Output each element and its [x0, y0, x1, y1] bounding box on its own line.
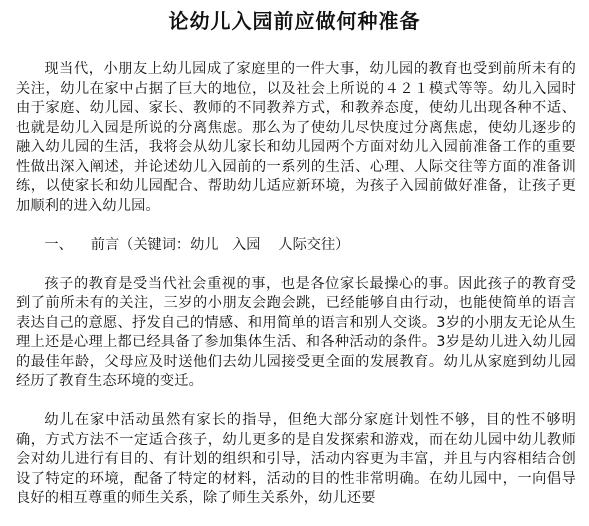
document-title: 论幼儿入园前应做何种准备	[168, 9, 421, 33]
document-body	[16, 60, 576, 509]
body-paragraph-1: 孩子的教育是受当代社会重视的事，也是各位家长最操心的事。因此孩子的教育受到了前所未有的关注，三岁的小朋友会跑会跳，已经能够自由行动，也能使简单的语言表达自己的意愿、抒发自己的情感、和用简单的语言和别人交谈。3岁的小朋友无论从生理上还是心理上都已经具备了参加集体生活、和各种活动的条件。3岁是幼儿进入幼儿园的最佳年龄，父母应及时送他们去幼儿园接受更全面的发展教育。幼儿从家庭到幼儿园经历了教育生态环境的变迁。	[16, 275, 576, 389]
body-paragraph-2: 幼儿在家中活动虽然有家长的指导，但绝大部分家庭计划性不够，目的性不够明确，方式方法不一定适合孩子，幼儿更多的是自发探索和游戏，而在幼儿园中幼儿教师会对幼儿进行有目的、有计划的组织和引导，活动内容更为丰富，并且与内容相结合创设了特定的环境，配备了特定的材料，活动的目的性非常明确。在幼儿园中，一向倡导良好的相互尊重的师生关系，除了师生关系外，幼儿还要	[16, 412, 576, 506]
section-heading: 一、 前言（关键词：幼儿 入园 人际交往）	[44, 236, 350, 253]
intro-paragraph: 现当代，小朋友上幼儿园成了家庭里的一件大事，幼儿园的教育也受到前所未有的关注，幼儿在家中占据了巨大的地位，以及社会上所说的４２１模式等等。幼儿入园时由于家庭、幼儿园、家长、教师的不同教养方式，和教养态度，使幼儿出现各种不适、也就是幼儿入园是所说的分离焦虑。那么为了使幼儿尽快度过分离焦虑，使幼儿逐步的融入幼儿园的生活，我将会从幼儿家长和幼儿园两个方面对幼儿入园前准备工作的重要性做出深入阐述，并论述幼儿入园前的一系列的生活、心理、人际交往等方面的准备训练，以使家长和幼儿园配合、帮助幼儿适应新环境，为孩子入园前做好准备，让孩子更加顺利的进入幼儿园。	[16, 61, 576, 214]
